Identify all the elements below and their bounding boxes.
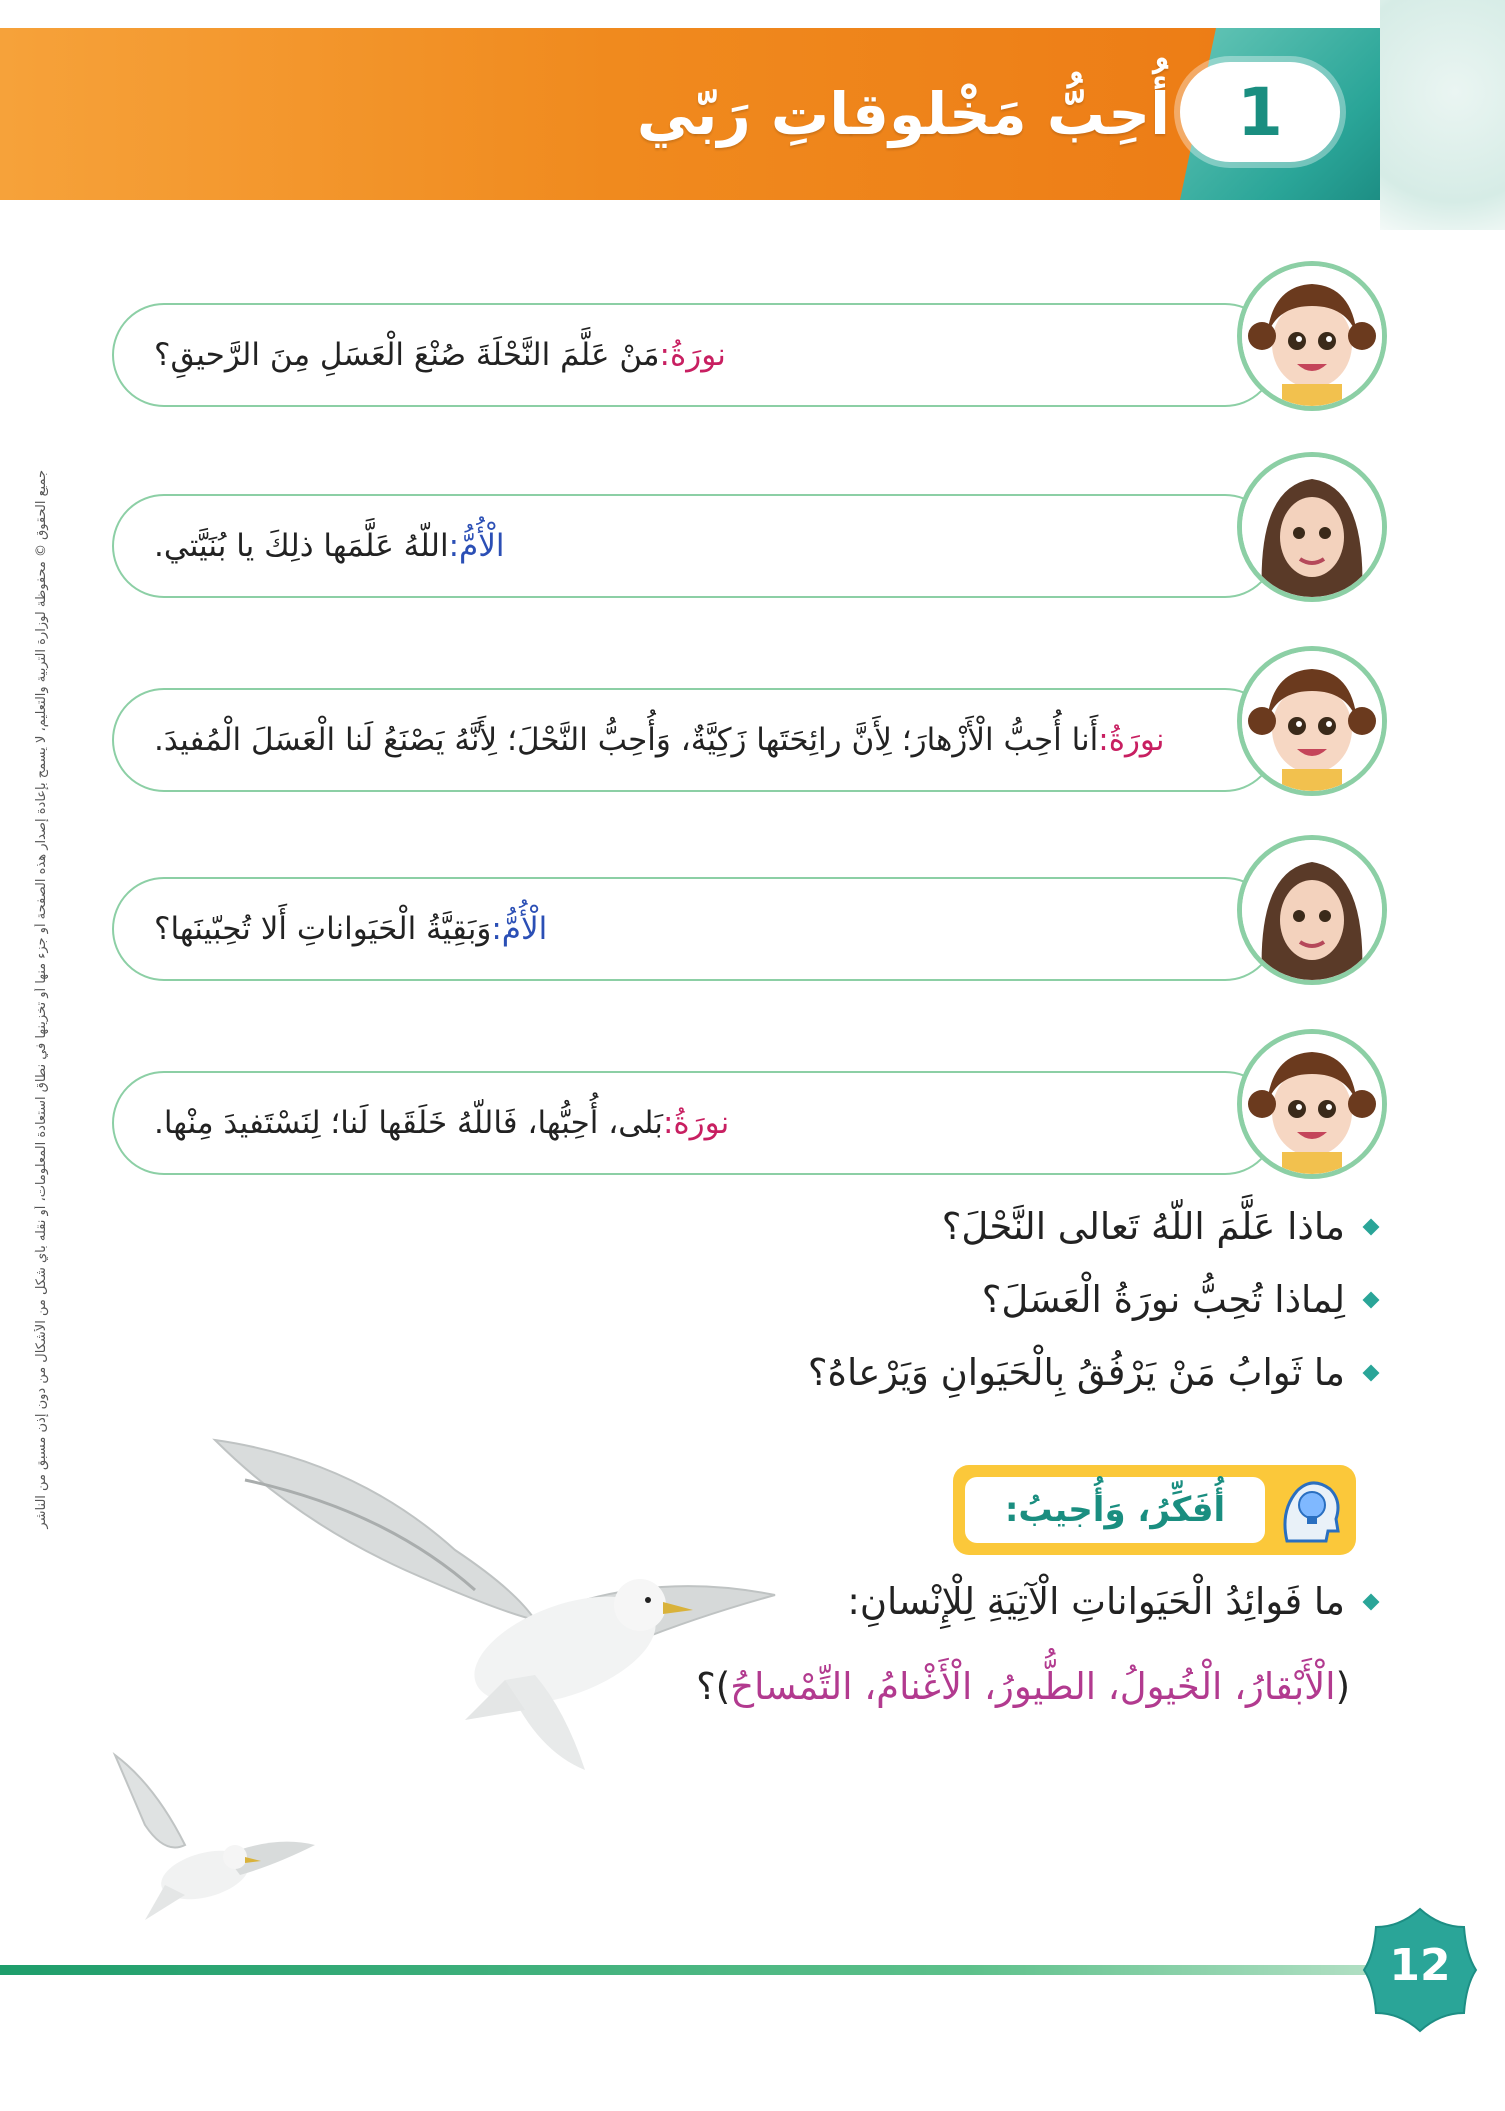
dialogue-text: بَلى، أُحِبُّها، فَاللّهُ خَلَقَها لَنا؛ لِنَسْتَفيدَ مِنْها. xyxy=(154,1105,663,1141)
question-item: ما ثَوابُ مَنْ يَرْفُقُ بِالْحَيَوانِ وَيَرْعاهُ؟ xyxy=(808,1351,1377,1394)
copyright-notice: جميع الحقوق © محفوظة لوزارة التربية والتعليم، لا يسمح بإعادة إصدار هذه الصفحة أو جزء منها أو تخزينها في نطاق استعادة المعلومات، أو نقله بأي شكل من الأشكال من دون إذن مسبق من الناشر xyxy=(34,470,49,1529)
speech-bubble xyxy=(112,877,1277,981)
final-question: ما فَوائِدُ الْحَيَواناتِ الْآتِيَةِ لِلْإِنْسانِ: xyxy=(847,1580,1377,1623)
mother-avatar-icon xyxy=(1237,452,1387,602)
diamond-bullet-icon xyxy=(1363,1291,1380,1308)
think-label-container xyxy=(965,1477,1265,1543)
speaker-name: نورَةُ: xyxy=(1098,722,1165,758)
lesson-number-badge xyxy=(1180,62,1340,162)
speaker-name: نورَةُ: xyxy=(659,337,726,373)
girl-avatar-icon xyxy=(1237,646,1387,796)
dialogue-row-1 xyxy=(112,303,1377,413)
dialogue-text: أَنا أُحِبُّ الْأَزْهارَ؛ لِأَنَّ رائِحَتَها زَكِيَّةٌ، وَأُحِبُّ النَّحْلَ؛ لِأَنَّهُ يَصْنَعُ لَنا الْعَسَلَ الْمُفيدَ. xyxy=(154,722,1099,758)
speaker-name: الْأُمُّ: xyxy=(448,528,505,564)
think-and-answer-box xyxy=(953,1465,1356,1555)
diamond-bullet-icon xyxy=(1363,1364,1380,1381)
question-item: ماذا عَلَّمَ اللّهُ تَعالى النَّحْلَ؟ xyxy=(808,1205,1377,1248)
girl-avatar-icon xyxy=(1237,261,1387,411)
thinking-head-icon xyxy=(1272,1471,1350,1549)
speaker-name: الْأُمُّ: xyxy=(491,911,548,947)
speech-bubble xyxy=(112,1071,1277,1175)
girl-avatar-icon xyxy=(1237,1029,1387,1179)
dialogue-text: مَنْ عَلَّمَ النَّحْلَةَ صُنْعَ الْعَسَلِ مِنَ الرَّحيقِ؟ xyxy=(154,337,660,373)
diamond-bullet-icon xyxy=(1363,1218,1380,1235)
dialogue-row-2 xyxy=(112,494,1377,604)
header-pattern xyxy=(1380,0,1505,230)
question-item: لِماذا تُحِبُّ نورَةُ الْعَسَلَ؟ xyxy=(808,1278,1377,1321)
page-number: 12 xyxy=(1389,1940,1451,1991)
dialogue-row-5 xyxy=(112,1071,1377,1181)
questions-list xyxy=(808,1205,1377,1424)
animal-list: (الْأَبْقارُ، الْخُيولُ، الطُّيورُ، الْأَغْنامُ، التِّمْساحُ)؟ xyxy=(696,1665,1350,1708)
mother-avatar-icon xyxy=(1237,835,1387,985)
lesson-title: أُحِبُّ مَخْلوقاتِ رَبّي xyxy=(636,80,1170,148)
dialogue-row-3 xyxy=(112,688,1377,798)
dialogue-text: اللّهُ عَلَّمَها ذلِكَ يا بُنَيَّتي. xyxy=(154,528,449,564)
speech-bubble xyxy=(112,303,1277,407)
speaker-name: نورَةُ: xyxy=(662,1105,730,1141)
speech-bubble xyxy=(112,688,1277,792)
footer-divider xyxy=(0,1965,1380,1975)
diamond-bullet-icon xyxy=(1363,1593,1380,1610)
seagull-small-illustration xyxy=(105,1745,325,1945)
dialogue-row-4 xyxy=(112,877,1377,987)
lesson-number: 1 xyxy=(1237,73,1283,151)
speech-bubble xyxy=(112,494,1277,598)
dialogue-text: وَبَقِيَّةُ الْحَيَواناتِ أَلا تُحِبّينَها؟ xyxy=(154,911,492,947)
think-label: أُفَكِّرُ، وَأُجيبُ: xyxy=(1004,1490,1226,1530)
animal-names: الْأَبْقارُ، الْخُيولُ، الطُّيورُ، الْأَغْنامُ، التِّمْساحُ xyxy=(730,1665,1336,1708)
